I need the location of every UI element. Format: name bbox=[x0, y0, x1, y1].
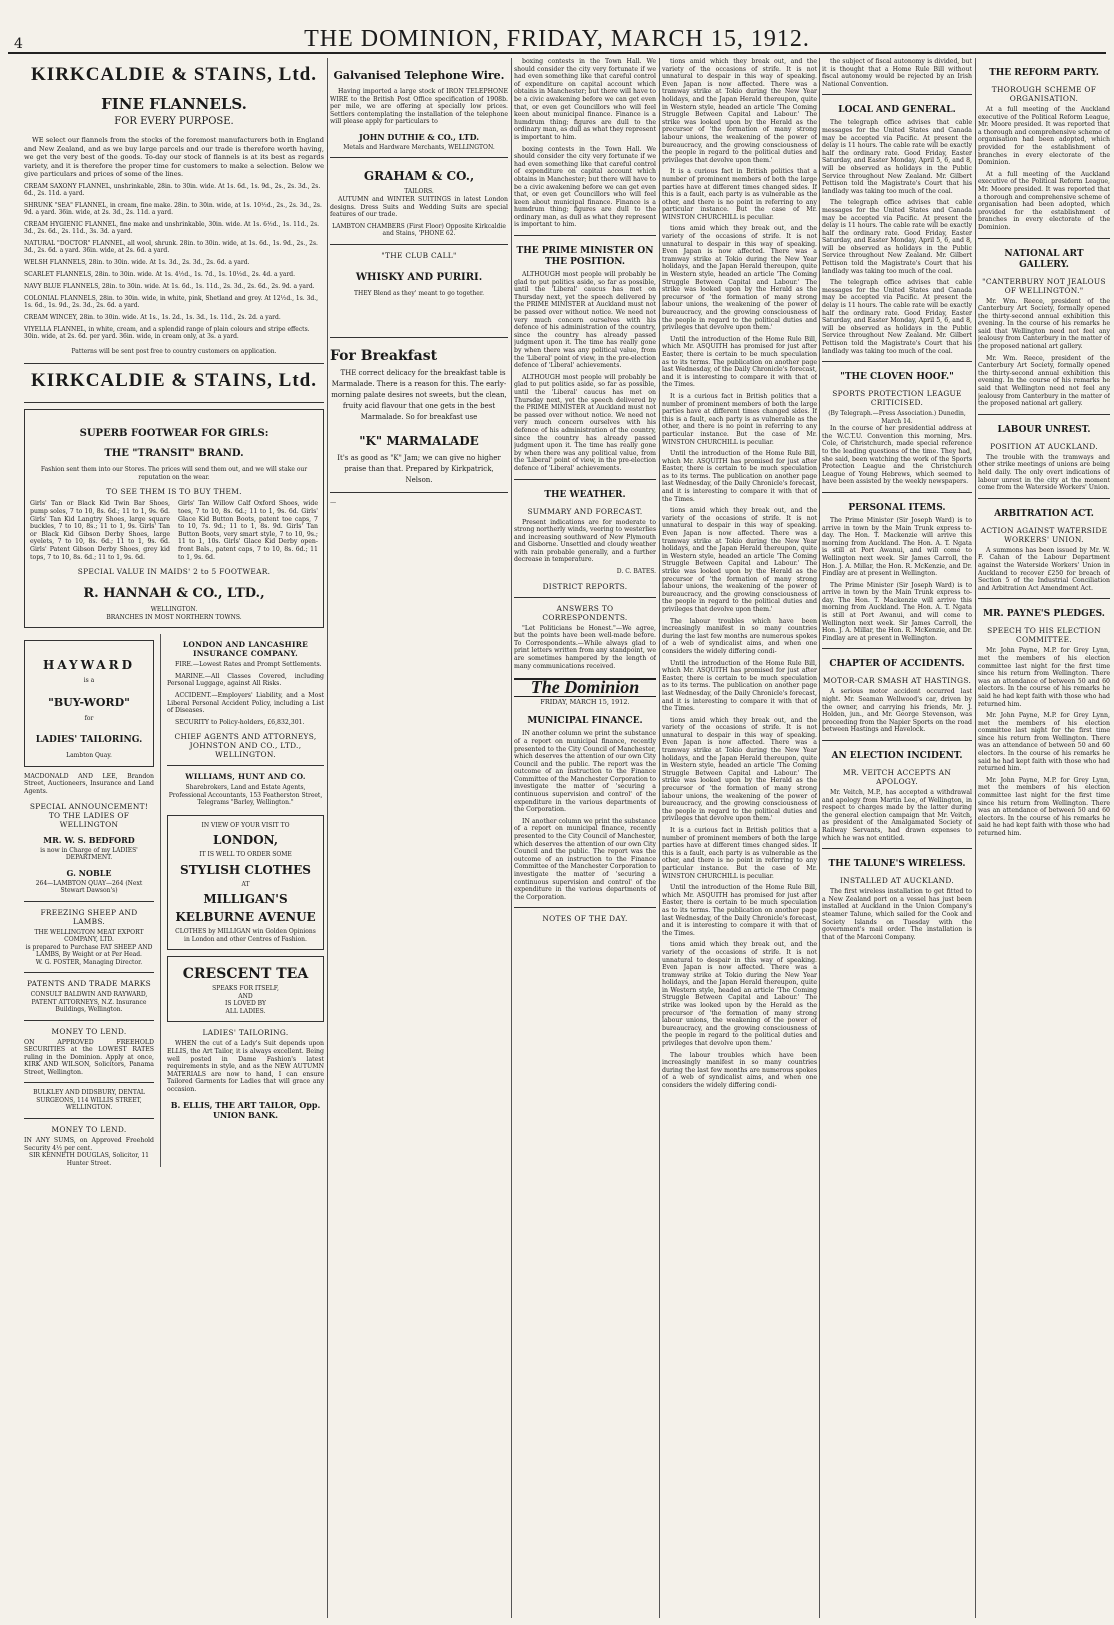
column-kirkcaldie bbox=[24, 58, 324, 1618]
reform-party-heading: THE REFORM PARTY. bbox=[989, 68, 1099, 78]
special-announcement: SPECIAL ANNOUNCEMENT! TO THE LADIES OF WELLINGTON bbox=[29, 801, 149, 829]
reform-party-sub: THOROUGH SCHEME OF ORGANISATION. bbox=[991, 85, 1097, 103]
notes-text-1c: tions amid which they break out, and the variety of the occasions of strife. It is not unnatural to despair in this way of speaking. Even Japan is now affected. There was a tramway strike at Tokio during the New Year holidays, and the Japan Herald thereupon, quite in Western style, headed an article 'The Coming Struggle Between Capital and Labour.' The strike was looked upon by the Herald as the precursor of 'the formation of many strong labour unions, the weakening of the power of bureaucracy, and the growing consciousness of the people in regard to the political duties and privileges that devolve upon them.' bbox=[662, 507, 817, 613]
column-notes bbox=[662, 58, 817, 1618]
weather-sub: SUMMARY AND FORECAST. bbox=[527, 506, 643, 516]
hayward-buy-word: "BUY-WORD" bbox=[48, 695, 130, 709]
flannels-intro: WE select our flannels from the stocks of the foremost manufacturers both in England and New Zealand, and as we buy large parcels and our trade is therefore worth having, we get the very best of the goods. To-day our stock of flannels is at its best as regards variety, and it is therefore the proper time for customers to make a selection. Below we give particulars and prices of some of the lines. bbox=[24, 136, 324, 179]
whisky-puriri: WHISKY AND PURIRI. bbox=[355, 271, 483, 283]
local-general-text: The telegraph office advises that cable messages for the United States and Canada may be accepted via Pacific. At present the delay is 11 hours. The cable rate will be exactly half the ordinary rate. Good Friday, Easter Saturday, and Easter Monday, April 5, 6, and 8, will be observed as holidays in the Public Service throughout New Zealand. Mr. Gilbert Pettison told the Magistrate's Court that his landlady was taking too much of the coal. bbox=[822, 119, 972, 195]
hannah-location: WELLINGTON. bbox=[150, 606, 198, 614]
masthead bbox=[8, 6, 1106, 54]
bulkley-dental: BULKLEY AND DIDSBURY, DENTAL SURGEONS, 114 WILLIS STREET, WELLINGTON. bbox=[33, 1089, 145, 1112]
footwear-brand: THE "TRANSIT" BRAND. bbox=[104, 448, 244, 460]
speaks-for-itself: SPEAKS FOR ITSELF, bbox=[212, 985, 279, 993]
notes-text-3d: Until the introduction of the Home Rule Bill, which Mr. ASQUITH has promised for just after Easter, there is certain to be much speculation as to its terms. The publication on another page last Wednesday, of the Daily Chronicle's forecast, and it is interesting to compare it with that of the Times. bbox=[662, 884, 817, 937]
meat-prepared: is prepared to Purchase FAT SHEEP AND LAMBS, By Weight or at Per Head. bbox=[25, 943, 153, 958]
graham-text: AUTUMN and WINTER SUITINGS in latest London designs. Dress Suits and Wedding Suits are special features of our trade. bbox=[330, 195, 508, 219]
at-word: AT bbox=[241, 880, 250, 888]
local-general-text-c: The telegraph office advises that cable messages for the United States and Canada may be accepted via Pacific. At present the delay is 11 hours. The cable rate will be exactly half the ordinary rate. Good Friday, Easter Saturday, and Easter Monday, April 5, 6, and 8, will be observed as holidays in the Public Service throughout New Zealand. Mr. Gilbert Pettison told the Magistrate's Court that his landlady was taking too much of the coal. bbox=[822, 279, 972, 355]
hayward-and-small-ads bbox=[24, 634, 154, 1167]
breakfast-text: THE correct delicacy for the breakfast table is Marmalade. There is a reason for this. The early-morning palate desires not sweets, but the clean, fruity acid flavour that one gets in the best Marmalade. So for breakfast use bbox=[331, 369, 507, 422]
district-reports: DISTRICT REPORTS. bbox=[542, 581, 628, 591]
price-line: NAVY BLUE FLANNELS, 28in. to 30in. wide. At 1s. 6d., 1s. 11d., 2s. 3d., 2s. 6d., 2s. 9d. a yard. bbox=[24, 282, 315, 290]
london-lancashire: LONDON AND LANCASHIRE INSURANCE COMPANY. bbox=[182, 640, 309, 659]
for-breakfast: For Breakfast bbox=[330, 348, 438, 365]
galvanised-text: Having imported a large stock of IRON TELEPHONE WIRE to the British Post Office specification of 1908b. per mile, we are offering at specially low prices. Settlers contemplating the installation of the telephone will please apply for particulars to bbox=[330, 88, 508, 126]
price-line: CREAM WINCEY, 28in. to 30in. wide. At 1s., 1s. 2d., 1s. 3d., 1s. 11d., 2s. 2d. a yard. bbox=[24, 313, 281, 321]
blend-text: THEY Blend as they' meant to go together. bbox=[354, 289, 484, 297]
clothes-text: CLOTHES by MILLIGAN win Golden Opinions in London and other Centres of Fashion. bbox=[175, 928, 316, 943]
visit-line: IN VIEW OF YOUR VISIT TO bbox=[201, 821, 290, 829]
reform-party-text: At a full meeting of the Auckland executive of the Political Reform League, Mr. Moore presided. It was reported that a thorough and comprehensive scheme of organisation had been adopted, which provided for the establishment of branches in every electorate of the Dominion. bbox=[978, 106, 1110, 167]
municipal-finance-text: IN another column we print the substance of a report on municipal finance, recently presented to the City Council of Manchester, which deserves the attention of our own City Council and the public. The report was the outcome of an instruction to the Finance Committee of the Manchester Corporation to investigate the matter of 'securing a continuous supervision and control' of the expenditure in the various departments of the Corporation. bbox=[514, 730, 656, 814]
dominion-date: FRIDAY, MARCH 15, 1912. bbox=[540, 697, 630, 706]
election-incident-heading: AN ELECTION INCIDENT. bbox=[831, 751, 963, 761]
kelburne-avenue: KELBURNE AVENUE bbox=[175, 910, 316, 925]
graham-tailors: TAILORS. bbox=[404, 188, 434, 196]
chapter-accidents-heading: CHAPTER OF ACCIDENTS. bbox=[829, 659, 965, 670]
hayward-address: Lambton Quay. bbox=[66, 752, 112, 760]
and-word: AND bbox=[238, 992, 253, 1000]
reform-party-text-b: At a full meeting of the Auckland executive of the Political Reform League, Mr. Moore presided. It was reported that a thorough and comprehensive scheme of organisation had been adopted, which provided for the establishment of branches in every electorate of the Dominion. bbox=[978, 170, 1110, 231]
municipal-finance-heading: MUNICIPAL FINANCE. bbox=[527, 716, 643, 727]
k-text: It's as good as "K" Jam; we can give no higher praise than that. Prepared by Kirkpatrick, Nelson. bbox=[337, 454, 501, 485]
page-number: 4 bbox=[14, 36, 23, 52]
freehold-advert: ON APPROVED FREEHOLD SECURITIES at the LOWEST RATES ruling in the Dominion. Apply at once, KIRK AND WILSON, Solicitors, Panama Street, Wellington. bbox=[24, 1038, 154, 1076]
lambton-chambers: LAMBTON CHAMBERS (First Floor) Opposite Kirkcaldie and Stains, 'PHONE 62. bbox=[332, 222, 506, 238]
bedford-name: MR. W. S. BEDFORD bbox=[43, 834, 135, 845]
notes-of-day: NOTES OF THE DAY. bbox=[542, 914, 628, 924]
personal-items-text-b: The Prime Minister (Sir Joseph Ward) is to arrive in town by the Main Trunk express to-day. The Hon. T. Mackenzie will arrive this morning from Auckland. The Hon. A. T. Ngata is still at Port Awanui, and will come to Wellington next week. Sir James Carroll, the Hon. J. A. Millar, the Hon. R. McKenzie, and Dr. Findlay are at present in Wellington. bbox=[822, 581, 972, 642]
cloven-hoof-sub: SPORTS PROTECTION LEAGUE CRITICISED. bbox=[832, 389, 962, 408]
williams-hunt: WILLIAMS, HUNT AND CO. bbox=[185, 772, 306, 782]
fire-insurance: FIRE.—Lowest Rates and Prompt Settlements. bbox=[175, 661, 322, 669]
art-gallery-sub: "CANTERBURY NOT JEALOUS OF WELLINGTON." bbox=[982, 276, 1106, 295]
election-incident-sub: MR. VEITCH ACCEPTS AN APOLOGY. bbox=[842, 768, 952, 786]
talune-text: The first wireless installation to get fitted to a New Zealand port on a vessel has just been installed at Auckland in the Union Company's steamer Talune, which sailed for the Cook and Society Islands on Tuesday with the government's mail order. The installation is that of the Marconi Company. bbox=[822, 888, 972, 941]
meat-export-company: THE WELLINGTON MEAT EXPORT COMPANY, LTD. bbox=[34, 928, 144, 943]
labour-unrest-text: The trouble with the tramways and other strike meetings of unions are being held daily. The only overt indications of labour unrest in the city at the moment come from the Waterside Workers' Union. bbox=[978, 453, 1110, 492]
notes-text-1e: tions amid which they break out, and the variety of the occasions of strife. It is not unnatural to despair in this way of speaking. Even Japan is now affected. There was a tramway strike at Tokio during the New Year holidays, and the Japan Herald thereupon, quite in Western style, headed an article 'The Coming Struggle Between Capital and Labour.' The strike was looked upon by the Herald as the precursor of 'the formation of many strong labour unions, the weakening of the power of bureaucracy, and the growing consciousness of the people in regard to the political duties and privileges that devolve upon them.' bbox=[662, 941, 817, 1048]
personal-items-text: The Prime Minister (Sir Joseph Ward) is to arrive in town by the Main Trunk express to-day. The Hon. T. Mackenzie will arrive this morning from Auckland. The Hon. A. T. Ngata is still at Port Awanui, and will come to Wellington next week. Sir James Carroll, the Hon. J. A. Millar, the Hon. R. McKenzie, and Dr. Findlay are at present in Wellington. bbox=[822, 516, 972, 578]
answers-text: "Let Politicians be Honest."—We agree, but the points have been well-made before. To Correspondents.—While always glad to print letters written from any standpoint, we are sometimes hampered by the length of many communications received. bbox=[514, 624, 656, 670]
election-incident-text: Mr. Veitch, M.P., has accepted a withdrawal and apology from Martin Lee, of Wellington, in respect to charges made by the latter during the general election campaign that Mr. Veitch, as president of the Amalgamated Society of Railway Servants, had drawn expenses to which he was not entitled. bbox=[822, 789, 972, 842]
money-to-lend-1: MONEY TO LEND. bbox=[51, 1026, 127, 1036]
milligan-advert bbox=[167, 815, 324, 951]
labour-unrest-heading: LABOUR UNREST. bbox=[997, 424, 1091, 435]
price-line: CREAM HYGIENIC FLANNEL, fine make and unshrinkable, 30in. wide. At 1s. 6½d., 1s. 11d., 2s. 3d., 2s. 6d., 2s. 11d., 3s. 3d. a yard. bbox=[24, 220, 320, 235]
footwear-right-list: Girls' Tan Willow Calf Oxford Shoes, wide toes, 7 to 10, 8s. 6d.; 11 to 1, 9s. 6d. Girls' Glace Kid Button Boots, patent toe caps, 7 to 10, 7s. 9d.; 11 to 1, 8s. 9d. Girls' Tan Button Boots, very smart style, 7 to 10, 9s.; 11 to 1, 10s. Girls' Glace Kid Derby open-front Bals., patent caps, 7 to 10, 8s. 6d.; 11 to 1, 9s. 6d. bbox=[178, 500, 318, 561]
crescent-tea: CRESCENT TEA bbox=[182, 966, 309, 983]
foster-name: W. G. FOSTER, Managing Director. bbox=[35, 958, 143, 966]
notes-text-1d: tions amid which they break out, and the variety of the occasions of strife. It is not unnatural to despair in this way of speaking. Even Japan is now affected. There was a tramway strike at Tokio during the New Year holidays, and the Japan Herald thereupon, quite in Western style, headed an article 'The Coming Struggle Between Capital and Labour.' The strike was looked upon by the Herald as the precursor of 'the formation of many strong labour unions, the weakening of the power of bureaucracy, and the growing consciousness of the people in regard to the political duties and privileges that devolve upon them.' bbox=[662, 716, 817, 823]
local-general-heading: LOCAL AND GENERAL. bbox=[838, 105, 956, 116]
money-to-lend-2: MONEY TO LEND. bbox=[51, 1124, 127, 1134]
hayward-is-a: is a bbox=[83, 677, 95, 685]
column-adverts bbox=[330, 58, 508, 1618]
johnston-agents: CHIEF AGENTS AND ATTORNEYS, JOHNSTON AND CO., LTD., WELLINGTON. bbox=[174, 732, 317, 760]
galvanised-wire: Galvanised Telephone Wire. bbox=[333, 69, 505, 82]
kirkcaldie-brand-2: KIRKCALDIE & STAINS, Ltd. bbox=[31, 370, 317, 392]
payne-sub: SPEECH TO HIS ELECTION COMMITTEE. bbox=[987, 626, 1101, 645]
arbitration-text: A summons has been issued by Mr. W. F. Cahan of the Labour Department against the Waterside Workers' Union in Auckland to recover £250 for breach of Section 5 of the Industrial Conciliation and Arbitration Act Amendment Act. bbox=[978, 546, 1110, 592]
insurance-and-clothing-ads bbox=[160, 634, 324, 1167]
prime-minister-heading: THE PRIME MINISTER ON THE POSITION. bbox=[516, 246, 654, 268]
patterns-note: Patterns will be sent post free to country customers on application. bbox=[71, 347, 277, 355]
baldwin-rayward: CONSULT BALDWIN AND RAYWARD, PATENT ATTORNEYS, N.Z. Insurance Buildings, Wellington. bbox=[30, 991, 148, 1013]
column-leaders bbox=[514, 58, 656, 1618]
footwear-advert bbox=[24, 409, 324, 628]
weather-heading: THE WEATHER. bbox=[544, 489, 626, 500]
notes-text-3: Until the introduction of the Home Rule Bill, which Mr. ASQUITH has promised for just after Easter, there is certain to be much speculation as to its terms. The publication on another page last Wednesday, of the Daily Chronicle's forecast, and it is interesting to compare it with that of the Times. bbox=[662, 335, 817, 389]
hannah-brand: R. HANNAH & CO., LTD., bbox=[83, 586, 265, 602]
duthie-name: JOHN DUTHIE & CO., LTD. bbox=[358, 131, 480, 142]
payne-text-c: Mr. John Payne, M.P. for Grey Lynn, met the members of his election committee last night for the first time since his return from Wellington. There was an attendance of between 50 and 60 electors. In the course of his remarks he said he had kept faith with those who had returned him. bbox=[978, 776, 1110, 837]
local-general-text-b: The telegraph office advises that cable messages for the United States and Canada may be accepted via Pacific. At present the delay is 11 hours. The cable rate will be exactly half the ordinary rate. Good Friday, Easter Saturday, and Easter Monday, April 5, 6, and 8, will be observed as holidays in the Public Service throughout New Zealand. Mr. Gilbert Pettison told the Magistrate's Court that his landlady was taking too much of the coal. bbox=[822, 199, 972, 275]
footwear-left-list: Girls' Tan or Black Kid Twin Bar Shoes, pump soles, 7 to 10, 8s. 6d.; 11 to 1, 9s. 6d. Girls' Tan Kid Langtry Shoes, large square buckles, 7 to 10, 8s.; 11 to 1, 9s. Girls' Tan or Black Kid Gibson Derby Shoes, large eyelets, 7 to 10, 8s. 6d.; 11 to 1, 9s. 6d. Girls' Patent Gibson Derby Shoes, grey kid tops, 7 to 10, 8s. 6d.; 11 to 1, 9s. 6d. bbox=[30, 500, 170, 561]
arbitration-sub: ACTION AGAINST WATERSIDE WORKERS' UNION. bbox=[980, 525, 1108, 544]
freezing-heading: FREEZING SHEEP AND LAMBS. bbox=[40, 907, 138, 926]
dominion-nameplate: The Dominion bbox=[514, 678, 656, 697]
douglas-solicitor: SIR KENNETH DOUGLAS, Solicitor, 11 Hunter Street. bbox=[29, 1152, 149, 1167]
talune-sub: INSTALLED AT AUCKLAND. bbox=[839, 876, 955, 886]
well-line: IT IS WELL TO ORDER SOME bbox=[199, 851, 292, 859]
art-gallery-heading: NATIONAL ART GALLERY. bbox=[1004, 248, 1084, 270]
notes-text-4: The labour troubles which have been increasingly manifest in so many countries during the last few months are numerous spokes of a web of syndicalist aims, and when one considers the widely differing condi- bbox=[662, 617, 817, 655]
cloven-hoof-text: In the course of her presidential address at the W.C.T.U. Convention this morning, Mrs. Cole, of Christchurch, made special reference to the leading questions of the time. They had, she said, been watching the work of the Sports Protection League and the Christchurch League of Young Hebrews, which seemed to have been assisted by the weekly newspapers. bbox=[822, 425, 972, 486]
is-loved-by: IS LOVED BY bbox=[225, 1000, 266, 1008]
williams-sub: Sharebrokers, Land and Estate Agents, Professional Accountants, 153 Featherston Street, Telegrams "Barley, Wellington." bbox=[168, 784, 323, 807]
labour-unrest-sub: POSITION AT AUCKLAND. bbox=[990, 441, 1098, 451]
milligans: MILLIGAN'S bbox=[203, 892, 288, 907]
london-word: LONDON, bbox=[212, 833, 279, 848]
price-line: COLONIAL FLANNELS, 28in. to 30in. wide, in white, pink, Shetland and grey. At 12½d., 1s. 3d., 1s. 6d., 1s. 9d., 2s. 3d., 2s. 6d. a yard. bbox=[24, 294, 319, 309]
newspaper-title: THE DOMINION, FRIDAY, MARCH 15, 1912. bbox=[304, 26, 810, 52]
art-gallery-text: Mr. Wm. Reece, president of the Canterbury Art Society, formally opened the thirty-second annual exhibition this evening. In the course of his remarks he said that Wellington need not feel any jealousy from Canterbury in the matter of the proposed national art gallery. bbox=[978, 297, 1110, 351]
ellis-signature: B. ELLIS, THE ART TAILOR, Opp. UNION BANK. bbox=[170, 1099, 321, 1120]
payne-text-b: Mr. John Payne, M.P. for Grey Lynn, met the members of his election committee last night for the first time since his return from Wellington. There was an attendance of between 50 and 60 electors. In the course of his remarks he said he had kept faith with those who had returned him. bbox=[978, 712, 1110, 773]
every-purpose-subheading: FOR EVERY PURPOSE. bbox=[114, 116, 234, 127]
leader-continuation: boxing contests in the Town Hall. We should consider the city very fortunate if we had even something like that careful control of expenditure on capital account which obtains in Manchester; but there will have to be a civic awakening before we can get even that, or even get Councillors who will feel keen about municipal finance. Finance is a humdrum thing; figures are dull to the ordinary man, as dull as what they represent is important to him. bbox=[514, 58, 656, 141]
notes-text-2c: It is a curious fact in British politics that a number of prominent members of both the large parties have at different times changed sides. If this is a fault, each party is as vulnerable as the other, and there is no point in referring to any particular instance. But the case of Mr. WINSTON CHURCHILL is peculiar. bbox=[662, 827, 817, 880]
payne-heading: MR. PAYNE'S PLEDGES. bbox=[983, 609, 1105, 620]
patents-heading: PATENTS AND TRADE MARKS bbox=[27, 979, 151, 988]
talune-heading: THE TALUNE'S WIRELESS. bbox=[828, 859, 966, 870]
notes-text-1: tions amid which they break out, and the variety of the occasions of strife. It is not unnatural to despair in this way of speaking. Even Japan is now affected. There was a tramway strike at Tokio during the New Year holidays, and the Japan Herald thereupon, quite in Western style, headed an article 'The Coming Struggle Between Capital and Labour.' The strike was looked upon by the Herald as the precursor of 'the formation of many strong labour unions, the weakening of the power of bureaucracy, and the growing consciousness of the people in regard to the political duties and privileges that devolve upon them.' bbox=[662, 58, 817, 164]
price-line: NATURAL "DOCTOR" FLANNEL, all wool, shrunk. 28in. to 30in. wide, at 1s. 6d., 1s. 9d., 2s., 2s. 3d., 2s. 6d. a yard. 36in. wide, at 2s. 6d. a yard. bbox=[24, 239, 318, 254]
weather-bates: D. C. BATES. bbox=[616, 568, 656, 576]
price-line: SCARLET FLANNELS, 28in. to 30in. wide. At 1s. 4½d., 1s. 7d., 1s. 10½d., 2s. 4d. a yard. bbox=[24, 270, 296, 278]
municipal-finance-text-b: IN another column we print the substance of a report on municipal finance, recently presented to the City Council of Manchester, which deserves the attention of our own City Council and the public. The report was the outcome of an instruction to the Finance Committee of the Manchester Corporation to investigate the matter of 'securing a continuous supervision and control' of the expenditure in the various departments of the Corporation. bbox=[514, 817, 656, 901]
price-line: VIYELLA FLANNEL, in white, cream, and a splendid range of plain colours and stripe effects. 30in. wide, at 2s. 6d. per yard. 36in. wide, in cream only, at 3s. a yard. bbox=[24, 325, 310, 340]
notes-text-4b: The labour troubles which have been increasingly manifest in so many countries during the last few months are numerous spokes of a web of syndicalist aims, and when one considers the widely differing condi- bbox=[662, 1051, 817, 1089]
prime-minister-text-b: ALTHOUGH most people will probably be glad to put politics aside, so far as possible, until the 'Liberal' caucus has met on Thursday next, yet the speech delivered by the PRIME MINISTER at Auckland must not be passed over without notice. We need not very much concern ourselves with his defence of his administration of the country, since the country has already passed judgment upon it. The time has really gone by when there was any political value, from the 'Liberal' point of view, in the pre-election defence of 'Liberal' achievements. bbox=[514, 373, 656, 472]
kirkcaldie-brand: KIRKCALDIE & STAINS, Ltd. bbox=[31, 64, 317, 85]
club-call: "THE CLUB CALL" bbox=[381, 250, 457, 260]
answers-heading: ANSWERS TO CORRESPONDENTS. bbox=[542, 603, 628, 622]
hayward-for: for bbox=[84, 714, 94, 722]
prime-minister-text: ALTHOUGH most people will probably be glad to put politics aside, so far as possible, until the 'Liberal' caucus has met on Thursday next, yet the speech delivered by the PRIME MINISTER at Auckland must not be passed over without notice. We need not very much concern ourselves with his defence of his administration of the country, since the country has already passed judgment upon it. The time has really gone by when there was any political value, from the 'Liberal' point of view, in the pre-election defence of 'Liberal' achievements. bbox=[514, 271, 656, 370]
column-telegraph bbox=[978, 58, 1110, 1618]
fiscal-text: the subject of fiscal autonomy is divided, but it is thought that a Home Rule Bill without fiscal autonomy would be rejected by an Irish National Convention. bbox=[822, 58, 972, 88]
marine-insurance: MARINE.—All Classes Covered, including Personal Luggage, against All Risks. bbox=[167, 672, 324, 688]
footwear-special: SPECIAL VALUE IN MAIDS' 2 to 5 FOOTWEAR. bbox=[77, 567, 271, 577]
ladies-tailoring-text: WHEN the cut of a Lady's Suit depends upon ELLIS, the Art Tailor, it is always excellent. Being well posted in Dame Fashion's latest requirements in style, and as the NEW AUTUMN MATERIALS are now to hand, I can ensure Tailored Garments for Ladies that will grace any occasion. bbox=[167, 1040, 324, 1093]
flannel-price-list bbox=[24, 183, 324, 340]
hannah-branches: BRANCHES IN MOST NORTHERN TOWNS. bbox=[106, 613, 242, 621]
sums-advert: IN ANY SUMS, on Approved Freehold Security 4½ per cent. bbox=[24, 1136, 154, 1152]
footwear-title: SUPERB FOOTWEAR FOR GIRLS: bbox=[79, 428, 269, 440]
duthie-sub: Metals and Hardware Merchants, WELLINGTON. bbox=[343, 143, 495, 151]
column-local-news bbox=[822, 58, 972, 1618]
hayward-name: HAYWARD bbox=[42, 658, 135, 673]
price-line: CREAM SAXONY FLANNEL, unshrinkable, 28in. to 30in. wide. At 1s. 6d., 1s. 9d., 2s., 2s. 3d., 2s. 6d., 2s. 11d. a yard. bbox=[24, 182, 321, 197]
leader-continuation-b: boxing contests in the Town Hall. We should consider the city very fortunate if we had even something like that careful control of expenditure on capital account which obtains in Manchester; but there will have to be a civic awakening before we can get even that, or even get Councillors who will feel keen about municipal finance. Finance is a humdrum thing; figures are dull to the ordinary man, as dull as what they represent is important to him. bbox=[514, 145, 656, 229]
footwear-intro: Fashion sent them into our Stores. The prices will send them out, and we will stake our reputation on the wear. bbox=[40, 466, 308, 481]
footwear-see: TO SEE THEM IS TO BUY THEM. bbox=[106, 487, 242, 497]
price-line: WELSH FLANNELS, 28in. to 30in. wide. At 1s. 3d., 2s. 3d., 2s. 6d. a yard. bbox=[24, 258, 250, 266]
cloven-hoof-heading: "THE CLOVEN HOOF." bbox=[840, 372, 954, 383]
arbitration-heading: ARBITRATION ACT. bbox=[994, 508, 1094, 519]
all-ladies: ALL LADIES. bbox=[225, 1007, 266, 1015]
notes-text-1b: tions amid which they break out, and the variety of the occasions of strife. It is not unnatural to despair in this way of speaking. Even Japan is now affected. There was a tramway strike at Tokio during the New Year holidays, and the Japan Herald thereupon, quite in Western style, headed an article 'The Coming Struggle Between Capital and Labour.' The strike was looked upon by the Herald as the precursor of 'the formation of many strong labour unions, the weakening of the power of bureaucracy, and the growing consciousness of the people in regard to the political duties and privileges that devolve upon them.' bbox=[662, 225, 817, 332]
hayward-advert bbox=[24, 640, 154, 767]
chapter-accidents-sub: MOTOR-CAR SMASH AT HASTINGS. bbox=[822, 676, 972, 686]
noble-address: 264—LAMBTON QUAY—264 (Next Stewart Dawson's) bbox=[35, 879, 143, 894]
notes-text-2b: It is a curious fact in British politics that a number of prominent members of both the large parties have at different times changed sides. If this is a fault, each party is as vulnerable as the other, and there is no point in referring to any particular instance. But the case of Mr. WINSTON CHURCHILL is peculiar. bbox=[662, 392, 817, 446]
bedford-sub: is now in Charge of my LADIES' DEPARTMENT. bbox=[40, 846, 138, 861]
ladies-tailoring-heading: LADIES' TAILORING. bbox=[202, 1028, 289, 1038]
notes-text-3b: Until the introduction of the Home Rule Bill, which Mr. ASQUITH has promised for just after Easter, there is certain to be much speculation as to its terms. The publication on another page last Wednesday, of the Daily Chronicle's forecast, and it is interesting to compare it with that of the Times. bbox=[662, 450, 817, 503]
macdonald-advert: MACDONALD AND LEE, Brandon Street, Auctioneers, Insurance and Land Agents. bbox=[24, 772, 154, 795]
crescent-tea-advert bbox=[167, 956, 324, 1022]
notes-text-2: It is a curious fact in British politics that a number of prominent members of both the large parties have at different times changed sides. If this is a fault, each party is as vulnerable as the other, and there is no point in referring to any particular instance. But the case of Mr. WINSTON CHURCHILL is peculiar. bbox=[662, 168, 817, 221]
security-amount: SECURITY to Policy-holders, £6,832,301. bbox=[175, 718, 305, 726]
graham-name: GRAHAM & CO., bbox=[363, 169, 475, 184]
personal-items-heading: PERSONAL ITEMS. bbox=[848, 502, 946, 513]
noble-name: G. NOBLE bbox=[66, 867, 112, 878]
k-marmalade: "K" MARMALADE bbox=[359, 434, 479, 449]
weather-text: Present indications are for moderate to strong northerly winds, veering to westerlies and increasing southward of New Plymouth and Gisborne. Unsettled and cloudy weather with rain probable generally, and a further decrease in temperature. bbox=[514, 518, 656, 564]
stylish-clothes: STYLISH CLOTHES bbox=[180, 862, 311, 877]
payne-text: Mr. John Payne, M.P. for Grey Lynn, met the members of his election committee last night for the first time since his return from Wellington. There was an attendance of between 50 and 60 electors. In the course of his remarks he said he had kept faith with those who had returned him. bbox=[978, 647, 1110, 708]
notes-text-3c: Until the introduction of the Home Rule Bill, which Mr. ASQUITH has promised for just after Easter, there is certain to be much speculation as to its terms. The publication on another page last Wednesday, of the Daily Chronicle's forecast, and it is interesting to compare it with that of the Times. bbox=[662, 659, 817, 713]
accident-insurance: ACCIDENT.—Employers' Liability, and a Most Liberal Personal Accident Policy, including a List of Diseases. bbox=[167, 692, 324, 715]
price-line: SHRUNK "SEA" FLANNEL, in cream, fine make. 28in. to 30in. wide, at 1s. 10½d., 2s., 2s. 3d., 2s. 9d. a yard. 36in. wide, at 2s. 3d., 2s. 11d. a yard. bbox=[24, 201, 322, 216]
cloven-hoof-assoc: (By Telegraph.—Press Association.) Dunedin, March 14. bbox=[828, 410, 966, 425]
hayward-tailoring: LADIES' TAILORING. bbox=[35, 735, 143, 746]
chapter-accidents-text: A serious motor accident occurred last night. Mr. Seaman Wellwood's car, driven by the owner, and carrying his friends, Mr. J. Holden, jun., and Mr. George Stevenson, was proceeding from the Napier Sports on the road between Hastings and Havelock. bbox=[822, 688, 972, 734]
col2-filler: — bbox=[330, 499, 337, 507]
art-gallery-text-b: Mr. Wm. Reece, president of the Canterbury Art Society, formally opened the thirty-second annual exhibition this evening. In the course of his remarks he said that Wellington need not feel any jealousy from Canterbury in the matter of the proposed national art gallery. bbox=[978, 354, 1110, 408]
fine-flannels-heading: FINE FLANNELS. bbox=[101, 95, 247, 113]
